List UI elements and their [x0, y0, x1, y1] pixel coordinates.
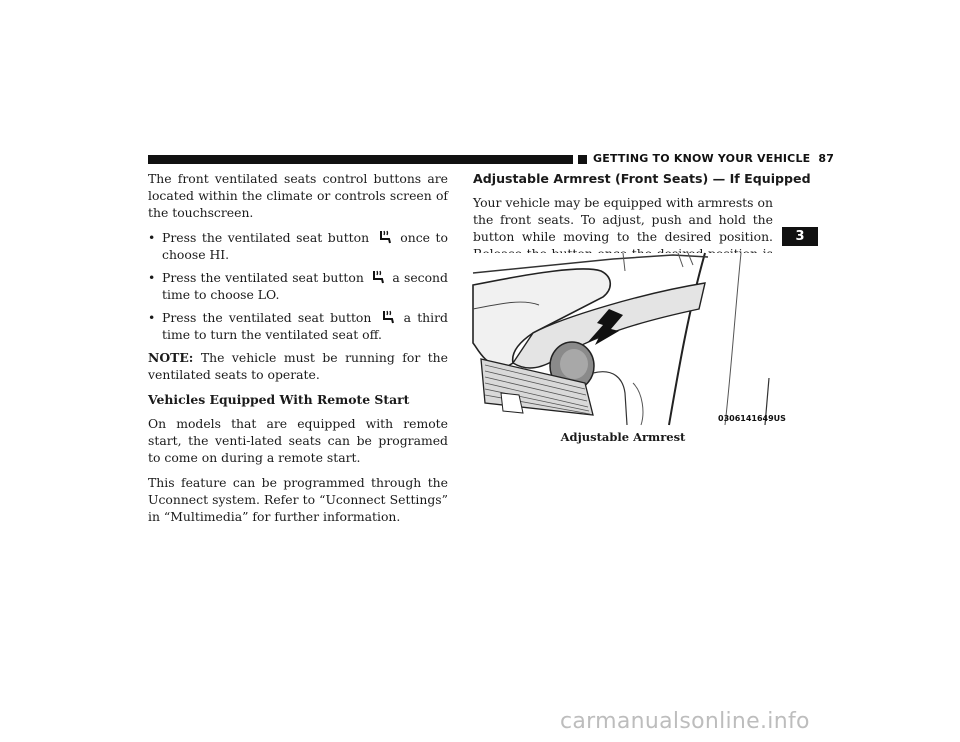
remote-start-subheading: Vehicles Equipped With Remote Start	[148, 392, 410, 407]
note-label: NOTE:	[148, 350, 194, 365]
left-column	[148, 170, 448, 533]
bullet-text-before: Press the ventilated seat button	[162, 230, 370, 245]
bullet-text-before: Press the ventilated seat button	[162, 270, 364, 285]
bullet-text-before: Press the ventilated seat button	[162, 310, 372, 325]
bullet-glyph: •	[148, 230, 156, 245]
armrest-illustration	[473, 253, 786, 425]
intro-paragraph: The front ventilated seats control buttons are located within the climate or controls screen of the touchscreen.	[148, 171, 448, 220]
watermark: carmanualsonline.info	[560, 709, 810, 734]
bullet-text-after: once to choose HI.	[162, 230, 448, 262]
bullet-item-hi	[148, 229, 448, 263]
bullet-item-lo	[148, 269, 448, 303]
section-title: Adjustable Armrest (Front Seats) — If Equipped	[473, 171, 811, 186]
bullet-text-after: a third time to turn the ventilated seat off.	[162, 310, 448, 342]
bullet-glyph: •	[148, 310, 156, 325]
header-marker	[578, 155, 587, 164]
armrest-paragraph: Your vehicle may be equipped with armrests on the front seats. To adjust, push and hold the button while moving to the desired position.	[473, 195, 773, 244]
armrest-figure	[473, 253, 786, 425]
note-text: The vehicle must be running for the ventilated seats to operate.	[148, 350, 448, 382]
chapter-tab: 3	[782, 227, 818, 246]
figure-code: 0306141649US	[718, 414, 786, 423]
note-paragraph	[148, 349, 448, 383]
ventilated-seat-icon	[380, 310, 396, 324]
bullet-glyph: •	[148, 270, 156, 285]
header-section: GETTING TO KNOW YOUR VEHICLE	[593, 152, 811, 165]
header-rule	[148, 155, 573, 164]
ventilated-seat-icon	[370, 270, 386, 284]
running-header	[593, 152, 834, 165]
bullet-item-off	[148, 309, 448, 343]
remote-start-paragraph: On models that are equipped with remote start, the venti-lated seats can be programed to come on during a remote start.	[148, 416, 448, 465]
bullet-text-after: a second time to choose LO.	[162, 270, 448, 302]
figure-caption: Adjustable Armrest	[560, 430, 686, 444]
page-number: 87	[818, 152, 835, 165]
uconnect-paragraph: This feature can be programmed through the Uconnect system. Refer to “Uconnect Settings” in “Multimedia” for further information.	[148, 475, 448, 524]
ventilated-seat-icon	[377, 230, 393, 244]
